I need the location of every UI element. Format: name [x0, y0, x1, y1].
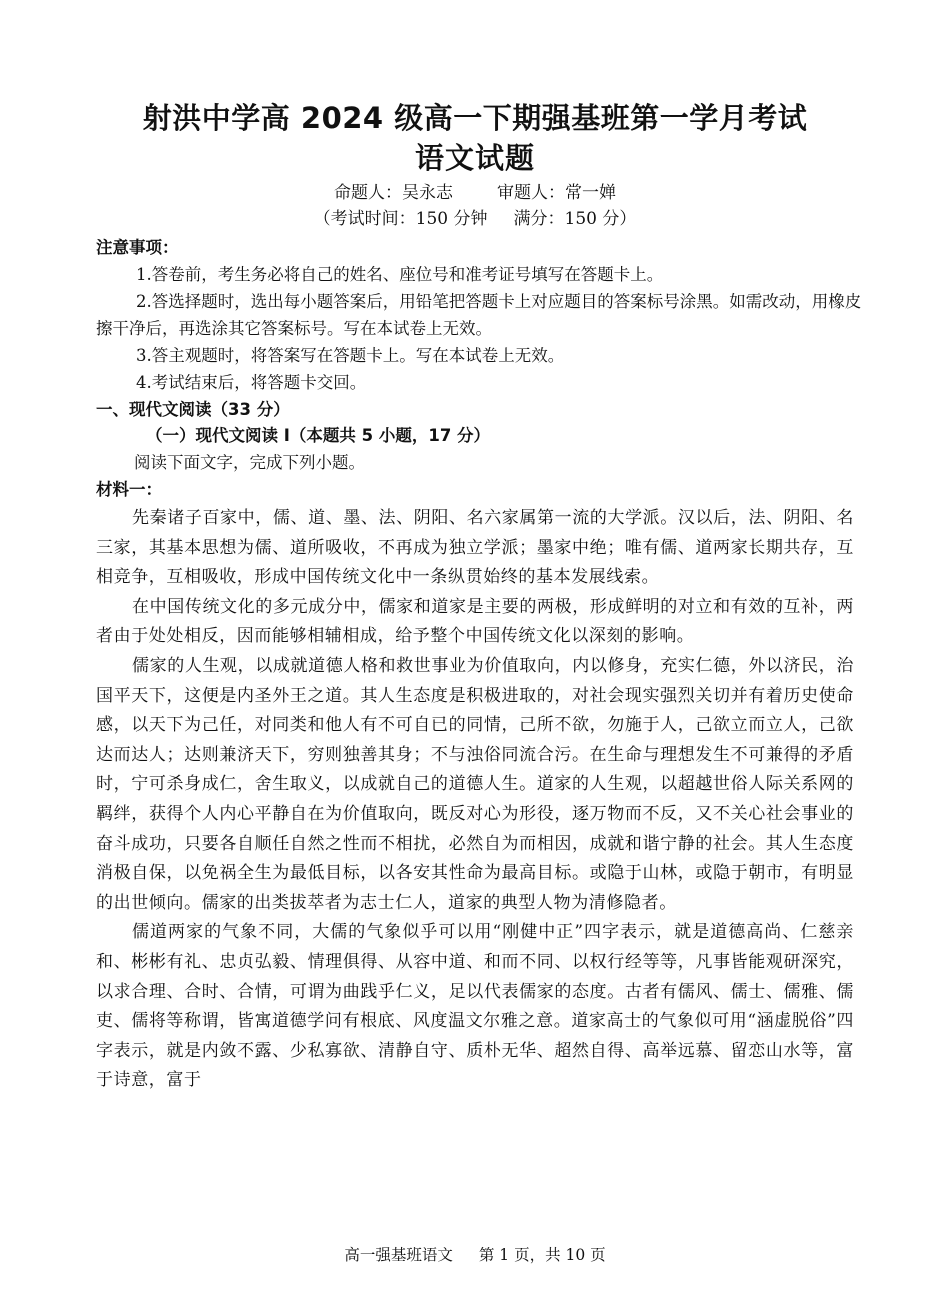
exam-title: 射洪中学高 2024 级高一下期强基班第一学月考试 [142, 101, 808, 135]
material-text [96, 504, 854, 1096]
page-footer [0, 1244, 950, 1266]
setter-name: 命题人：吴永志 [334, 183, 453, 203]
exam-time-score [0, 206, 950, 232]
paragraph: 先秦诸子百家中，儒、道、墨、法、阴阳、名六家属第一流的大学派。汉以后，法、阴阳、名三家，其基本思想为儒、道所吸收，不再成为独立学派；墨家中绝；唯有儒、道两家长期共存，互相竞争，互相吸收，形成中国传统文化中一条纵贯始终的基本发展线索。 [96, 508, 854, 588]
paragraph: 儒道两家的气象不同，大儒的气象似乎可以用“刚健中正”四字表示，就是道德高尚、仁慈亲和、彬彬有礼、忠贞弘毅、情理俱得、从容中道、和而不同、以权行经等等，凡事皆能观研深究，以求合理、合时、合情，可谓为曲践乎仁义，足以代表儒家的态度。古者有儒风、儒士、儒雅、儒吏、儒将等称谓，皆寓道德学问有根底、风度温文尔雅之意。道家高士的气象似可用“涵虚脱俗”四字表示，就是内敛不露、少私寡欲、清静自守、质朴无华、超然自得、高举远慕、留恋山水等，富于诗意，富于 [96, 922, 854, 1091]
notes-block [96, 234, 866, 396]
notes-heading: 注意事项： [96, 238, 179, 257]
reviewer-name: 审题人：常一婵 [497, 183, 616, 203]
reading-instruction: 阅读下面文字，完成下列小题。 [134, 453, 365, 472]
subsection-heading: （一）现代文阅读 I（本题共 5 小题，17 分） [146, 426, 491, 445]
material-label: 材料一： [96, 480, 162, 499]
paragraph: 在中国传统文化的多元成分中，儒家和道家是主要的两极，形成鲜明的对立和有效的互补，两者由于处处相反，因而能够相辅相成，给予整个中国传统文化以深刻的影响。 [96, 596, 854, 647]
footer-subject: 高一强基班语文 [344, 1246, 453, 1264]
paragraph: 儒家的人生观，以成就道德人格和救世事业为价值取向，内以修身，充实仁德，外以济民，治国平天下，这便是内圣外王之道。其人生态度是积极进取的，对社会现实强烈关切并有着历史使命感，以天下为己任，对同类和他人有不可自已的同情，己所不欲，勿施于人，己欲立而立人，己欲达而达人；达则兼济天下，穷则独善其身；不与浊俗同流合污。在生命与理想发生不可兼得的矛盾时，宁可杀身成仁，舍生取义，以成就自己的道德人生。道家的人生观，以超越世俗人际关系网的羁绊，获得个人内心平静自在为价值取向，既反对心为形役，逐万物而不反，又不关心社会事业的奋斗成功，只要各自顺任自然之性而不相扰，必然自为而相因，成就和谐宁静的社会。其人生态度消极自保，以免祸全生为最低目标，以各安其性命为最高目标。或隐于山林，或隐于朝市，有明显的出世倾向。儒家的出类拔萃者为志士仁人，道家的典型人物为清修隐者。 [96, 655, 854, 913]
notes-item: 4.考试结束后，将答题卡交回。 [136, 373, 367, 392]
section-heading: 一、现代文阅读（33 分） [96, 400, 290, 419]
notes-item: 2.答选择题时，选出每小题答案后，用铅笔把答题卡上对应题目的答案标号涂黑。如需改动，用橡皮擦干净后，再选涂其它答案标号。写在本试卷上无效。 [96, 292, 862, 338]
page-number: 第 1 页，共 10 页 [478, 1246, 606, 1264]
exam-full-score: 满分：150 分） [513, 209, 637, 229]
exam-subtitle: 语文试题 [414, 141, 535, 175]
exam-authors [0, 180, 950, 206]
notes-item: 1.答卷前，考生务必将自己的姓名、座位号和准考证号填写在答题卡上。 [136, 265, 664, 284]
notes-item: 3.答主观题时，将答案写在答题卡上。写在本试卷上无效。 [136, 346, 565, 365]
exam-duration: （考试时间：150 分钟 [313, 209, 488, 229]
